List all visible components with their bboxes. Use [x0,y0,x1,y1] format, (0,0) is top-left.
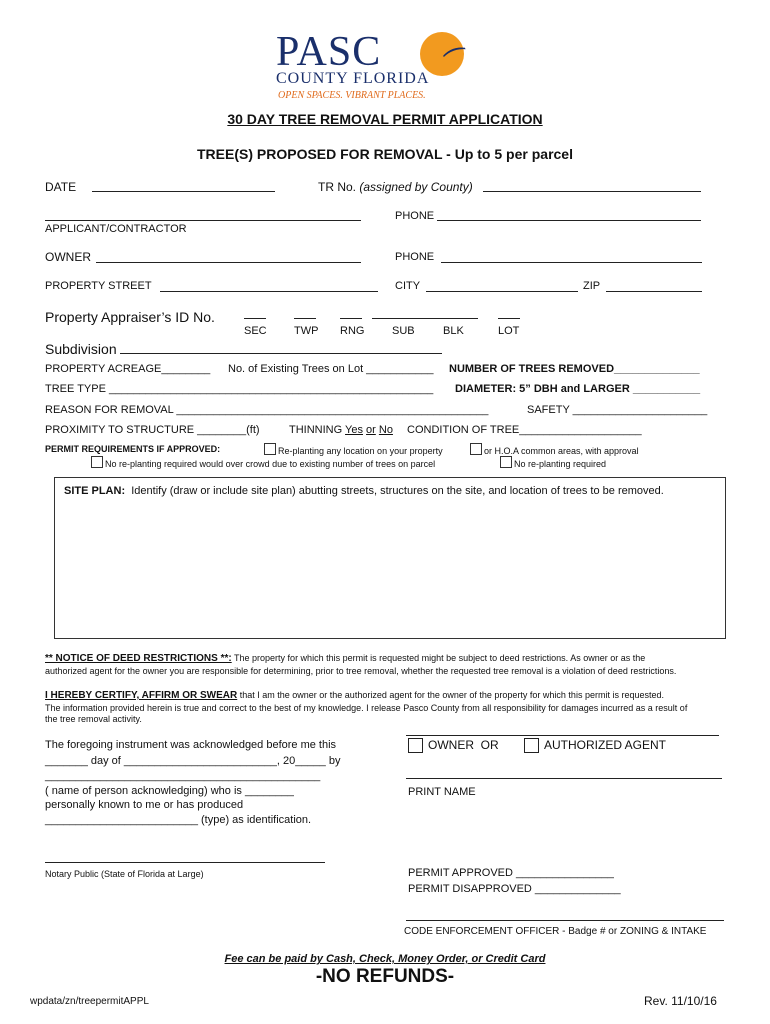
subdivision-field[interactable] [120,353,442,354]
existing-trees-label: No. of Existing Trees on Lot ___________ [228,363,434,375]
hoa-option[interactable]: or H.O.A common areas, with approval [470,443,639,456]
thinning-label: THINNING Yes or No [289,424,393,436]
twp-label: TWP [294,325,319,337]
subdivision-label: Subdivision [45,341,117,357]
file-path: wpdata/zn/treepermitAPPL [30,996,149,1007]
lot-field[interactable] [498,318,520,319]
sec-label: SEC [244,325,267,337]
phone2-field[interactable] [441,262,702,263]
page-title: 30 DAY TREE REMOVAL PERMIT APPLICATION [227,111,543,127]
sec-field[interactable] [244,318,266,319]
revision: Rev. 11/10/16 [644,994,717,1008]
logo-county: COUNTY FLORIDA [276,70,430,87]
condition-label: CONDITION OF TREE____________________ [407,424,642,436]
proximity-label: PROXIMITY TO STRUCTURE ________(ft) [45,424,260,436]
owner-label: OWNER [45,250,91,264]
agent-checkbox[interactable] [524,738,539,753]
acreage-label: PROPERTY ACREAGE________ [45,363,211,375]
sub-label: SUB [392,325,415,337]
permit-label: PERMIT REQUIREMENTS IF APPROVED: [45,444,221,454]
print-name-label: PRINT NAME [408,786,476,798]
logo-tagline: OPEN SPACES. VIBRANT PLACES. [278,90,426,101]
fee-note: Fee can be paid by Cash, Check, Money Order, or Credit Card [224,953,546,965]
overcrowd-option[interactable]: No re-planting required would over crowd due to existing number of trees on parcel [91,456,435,469]
no-refunds: -NO REFUNDS- [315,966,455,987]
phone1-field[interactable] [437,220,701,221]
page-subtitle: TREE(S) PROPOSED FOR REMOVAL - Up to 5 per parcel [197,146,573,162]
site-plan-box[interactable] [54,477,726,639]
applicant-field[interactable] [45,220,361,221]
pasco-logo [270,28,500,104]
date-label: DATE [45,180,77,194]
checkbox[interactable] [470,443,482,455]
print-name-line[interactable] [406,778,722,779]
blk-field[interactable] [424,318,478,319]
zip-field[interactable] [606,291,702,292]
safety-label: SAFETY ______________________ [527,404,708,416]
applicant-label: APPLICANT/CONTRACTOR [45,223,187,235]
permit-disapproved: PERMIT DISAPPROVED ______________ [408,883,621,895]
notary-signature-line[interactable] [45,862,325,863]
bird-icon: ⁀ [443,45,474,81]
certify-text: I HEREBY CERTIFY, AFFIRM OR SWEAR that I am the owner or the authorized agent for the owner of the property for which this permit is requested. [45,690,664,701]
no-replant-option[interactable]: No re-planting required [500,456,606,469]
officer-label: CODE ENFORCEMENT OFFICER - Badge # or ZONING & INTAKE [404,926,707,937]
sub-field[interactable] [372,318,426,319]
signature-line[interactable] [406,735,719,736]
city-field[interactable] [426,291,578,292]
zip-label: ZIP [583,280,601,292]
notary-public-label: Notary Public (State of Florida at Large) [45,869,204,879]
deed-notice-line2: authorized agent for the owner you are responsible for determining, prior to tree removal, whether the requested tree removal is a violation of deed restrictions. [45,666,677,676]
lot-label: LOT [498,325,520,337]
street-field[interactable] [160,291,378,292]
agent-option-label: AUTHORIZED AGENT [544,738,667,752]
city-label: CITY [395,280,421,292]
notary-line4: ( name of person acknowledging) who is ________ [45,785,294,797]
notary-line5: personally known to me or has produced [45,799,244,811]
rng-label: RNG [340,325,365,337]
diameter-label: DIAMETER: 5” DBH and LARGER ___________ [455,383,701,395]
checkbox[interactable] [500,456,512,468]
checkbox[interactable] [264,443,276,455]
certify-line3: the tree removal activity. [45,714,142,724]
certify-line2: The information provided herein is true and correct to the best of my knowledge. I release Pasco County from all responsibility for damages incurred as a result of [45,703,688,713]
reason-label: REASON FOR REMOVAL ___________________________________________________ [45,404,489,416]
appraiser-label: Property Appraiser’s ID No. [45,309,215,325]
phone1-label: PHONE [395,210,435,222]
tree-type-label: TREE TYPE _____________________________________________________ [45,383,434,395]
replant-option[interactable]: Re-planting any location on your property [264,443,443,456]
tr-field[interactable] [483,191,701,192]
logo-name: PASC [276,29,382,75]
notary-line3: _____________________________________________ [45,770,321,782]
notary-line6: _________________________ (type) as identification. [45,814,312,826]
officer-line[interactable] [406,920,724,921]
owner-field[interactable] [96,262,361,263]
notary-line1: The foregoing instrument was acknowledged before me this [45,739,337,751]
twp-field[interactable] [294,318,316,319]
blk-label: BLK [443,325,464,337]
owner-option-label: OWNER OR [428,738,499,752]
trees-removed-label: NUMBER OF TREES REMOVED______________ [449,363,700,375]
site-plan-heading: SITE PLAN: Identify (draw or include site plan) abutting streets, structures on the site, and location of trees to be removed. [64,485,664,497]
rng-field[interactable] [340,318,362,319]
owner-checkbox[interactable] [408,738,423,753]
checkbox[interactable] [91,456,103,468]
deed-notice: ** NOTICE OF DEED RESTRICTIONS **: The property for which this permit is requested might be subject to deed restrictions. As owner or as the [45,653,646,664]
permit-approved: PERMIT APPROVED ________________ [408,867,614,879]
notary-line2: _______ day of _________________________, 20_____ by [45,755,341,767]
tr-label: TR No. (assigned by County) [318,180,473,194]
date-field[interactable] [92,191,275,192]
phone2-label: PHONE [395,251,435,263]
street-label: PROPERTY STREET [45,280,152,292]
